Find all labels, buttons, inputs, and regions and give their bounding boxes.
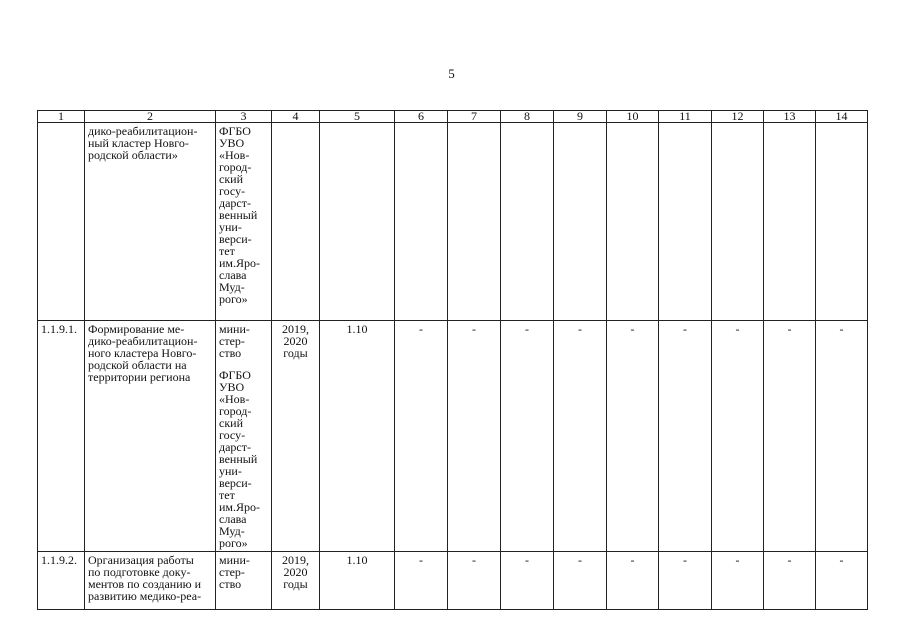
executor-line: ство <box>219 346 242 360</box>
executor-line: госу- <box>219 428 246 442</box>
period-cell-line: годы <box>283 577 308 591</box>
executor-cell <box>216 552 272 610</box>
executor-line: ФГБО <box>219 124 251 138</box>
header-cell: 14 <box>816 111 868 123</box>
executor-line: уни- <box>219 464 242 478</box>
executor-line: мини- <box>219 322 250 336</box>
header-cell: 10 <box>607 111 659 123</box>
executor-line: рого» <box>219 536 248 550</box>
header-cell: 8 <box>501 111 554 123</box>
activity-name-cell-line: родской области» <box>88 148 178 162</box>
period-cell <box>272 321 320 552</box>
value-cell: - <box>659 552 712 610</box>
table-row <box>38 123 868 321</box>
value-cell <box>395 123 448 321</box>
header-cell: 12 <box>712 111 764 123</box>
value-cell <box>501 123 554 321</box>
value-cell: - <box>395 552 448 610</box>
activity-name-cell-line: ный кластер Новго- <box>88 136 189 150</box>
value-cell: - <box>501 321 554 552</box>
value-cell: - <box>607 552 659 610</box>
value-cell: - <box>554 321 607 552</box>
period-cell-line: 2019, <box>282 322 309 336</box>
executor-line: слава <box>219 512 247 526</box>
value-cell: - <box>712 321 764 552</box>
executor-line: ский <box>219 416 243 430</box>
value-cell <box>659 123 712 321</box>
page-number: 5 <box>448 66 455 81</box>
header-cell: 6 <box>395 111 448 123</box>
activity-name-cell-line: Формирование ме- <box>88 322 185 336</box>
period-cell-line: 2020 <box>283 565 308 579</box>
executor-line: стер- <box>219 565 245 579</box>
executor-line: слава <box>219 268 247 282</box>
item-number-cell <box>38 123 85 321</box>
value-cell: - <box>816 552 868 610</box>
period-cell-line: годы <box>283 346 308 360</box>
period-cell-line: 2020 <box>283 334 308 348</box>
value-cell <box>448 123 501 321</box>
executor-line: ство <box>219 577 242 591</box>
executor-line: тет <box>219 488 235 502</box>
executor-line: им.Яро- <box>219 256 261 270</box>
value-cell <box>607 123 659 321</box>
header-cell: 2 <box>85 111 216 123</box>
value-cell: - <box>712 552 764 610</box>
value-cell: - <box>554 552 607 610</box>
executor-line: дарст- <box>219 196 251 210</box>
activity-name-cell-line: Организация работы <box>88 553 194 567</box>
value-cell: - <box>764 321 816 552</box>
indicator-ref-cell: 1.10 <box>320 321 395 552</box>
value-cell <box>816 123 868 321</box>
activity-name-cell-line: по подготовке доку- <box>88 565 191 579</box>
executor-line: венный <box>219 208 258 222</box>
executor-line: дарст- <box>219 440 251 454</box>
value-cell: - <box>448 552 501 610</box>
executor-line: Муд- <box>219 524 245 538</box>
header-cell: 7 <box>448 111 501 123</box>
executor-line: ФГБО <box>219 368 251 382</box>
activity-name-cell-line: ментов по созданию и <box>88 577 202 591</box>
table-header-row <box>38 111 868 123</box>
executor-line: верси- <box>219 232 252 246</box>
header-cell: 13 <box>764 111 816 123</box>
indicator-ref-cell <box>320 123 395 321</box>
plan-table <box>37 110 868 610</box>
executor-line: Муд- <box>219 280 245 294</box>
activity-name-cell-line: дико-реабилитацион- <box>88 334 198 348</box>
activity-name-cell-line: дико-реабилитацион- <box>88 124 198 138</box>
value-cell: - <box>764 552 816 610</box>
period-cell <box>272 123 320 321</box>
executor-line: мини- <box>219 553 250 567</box>
table-row <box>38 321 868 552</box>
executor-line: УВО <box>219 136 245 150</box>
activity-name-cell <box>85 552 216 610</box>
executor-line: им.Яро- <box>219 500 261 514</box>
value-cell: - <box>501 552 554 610</box>
executor-line: верси- <box>219 476 252 490</box>
executor-line: тет <box>219 244 235 258</box>
executor-line: город- <box>219 404 252 418</box>
value-cell: - <box>607 321 659 552</box>
period-cell <box>272 552 320 610</box>
executor-line: «Нов- <box>219 148 250 162</box>
activity-name-cell <box>85 123 216 321</box>
executor-line: венный <box>219 452 258 466</box>
executor-line: госу- <box>219 184 246 198</box>
activity-name-cell-line: родской области на <box>88 358 187 372</box>
table-row <box>38 552 868 610</box>
item-number-cell: 1.1.9.2. <box>38 552 85 610</box>
executor-line: город- <box>219 160 252 174</box>
value-cell: - <box>448 321 501 552</box>
value-cell: - <box>659 321 712 552</box>
executor-cell <box>216 321 272 552</box>
indicator-ref-cell: 1.10 <box>320 552 395 610</box>
value-cell <box>712 123 764 321</box>
executor-line: стер- <box>219 334 245 348</box>
activity-name-cell-line: территории региона <box>88 370 191 384</box>
executor-line: уни- <box>219 220 242 234</box>
activity-name-cell <box>85 321 216 552</box>
header-cell: 4 <box>272 111 320 123</box>
header-cell: 3 <box>216 111 272 123</box>
header-cell: 9 <box>554 111 607 123</box>
value-cell <box>554 123 607 321</box>
value-cell: - <box>816 321 868 552</box>
activity-name-cell-line: ного кластера Новго- <box>88 346 197 360</box>
item-number-cell: 1.1.9.1. <box>38 321 85 552</box>
executor-line: рого» <box>219 292 248 306</box>
activity-name-cell-line: развитию медико-реа- <box>88 589 202 603</box>
value-cell: - <box>395 321 448 552</box>
executor-line: «Нов- <box>219 392 250 406</box>
executor-line: УВО <box>219 380 245 394</box>
header-cell: 5 <box>320 111 395 123</box>
executor-line: ский <box>219 172 243 186</box>
executor-cell <box>216 123 272 321</box>
value-cell <box>764 123 816 321</box>
period-cell-line: 2019, <box>282 553 309 567</box>
header-cell: 1 <box>38 111 85 123</box>
header-cell: 11 <box>659 111 712 123</box>
